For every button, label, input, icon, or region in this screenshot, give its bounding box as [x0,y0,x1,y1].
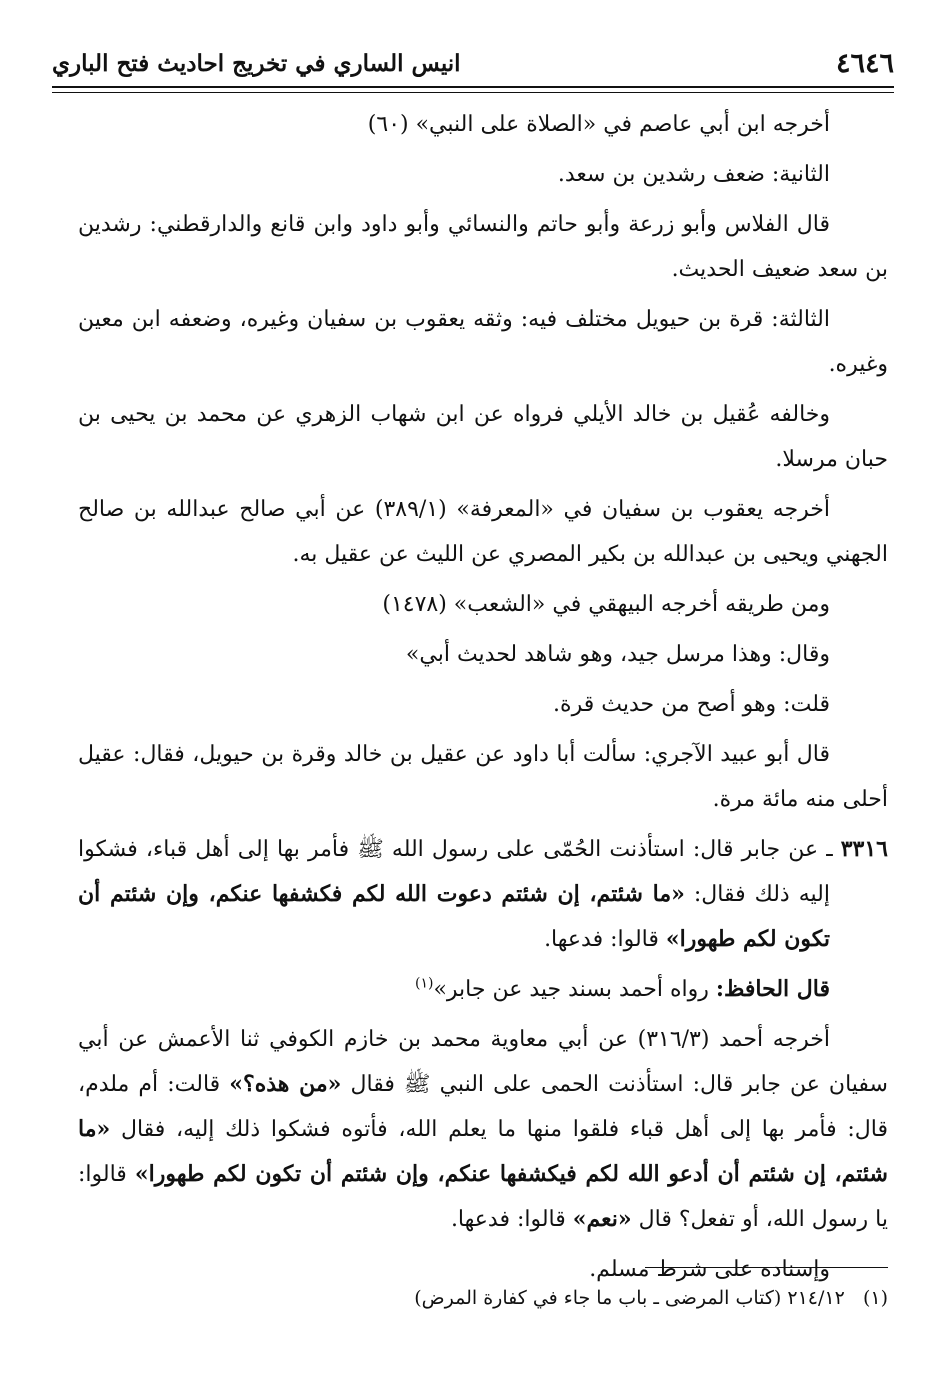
takhrij-quote-1: «من هذه؟» [229,1071,342,1097]
takhrij-text-2: قالت: أم ملدم، قال: فأمر بها إلى أهل قباء فلقوا منها ما يعلم الله، فأتوه فشكوا ذلك إليه، فقال [78,1072,888,1142]
footnote-divider [645,1267,888,1268]
paragraph-9: قلت: وهو أصح من حديث قرة. [553,692,830,717]
hadith-number: ٣٣١٦ [840,836,888,862]
takhrij-text-1: أخرجه أحمد (٣١٦/٣) عن أبي معاوية محمد بن خازم الكوفي ثنا الأعمش عن أبي سفيان عن جابر قال: استأذنت الحمى على النبي ﷺ فقال [78,1027,888,1097]
hafiz-text: رواه أحمد بسند جيد عن جابر» [433,977,716,1002]
header-rule-thick [52,86,894,88]
paragraph-5: وخالفه عُقيل بن خالد الأيلي فرواه عن ابن شهاب الزهري عن محمد بن يحيى بن حبان مرسلا. [78,402,888,472]
paragraph-6: أخرجه يعقوب بن سفيان في «المعرفة» (٣٨٩/١) عن أبي صالح عبدالله بن صالح الجهني ويحيى بن عبدالله بن بكير المصري عن الليث عن عقيل به. [78,497,888,567]
takhrij-text-3: قالوا: يا رسول الله، أو تفعل؟ قال [78,1162,888,1232]
footnote-reference[interactable]: (١) [414,975,434,992]
hadith-text-2: قالوا: فدعها. [544,927,666,952]
paragraph-1: أخرجه ابن أبي عاصم في «الصلاة على النبي» (٦٠) [367,112,830,137]
main-text [78,102,888,1297]
book-title: انيس الساري في تخريج احاديث فتح الباري [52,49,461,77]
footnote [78,1283,888,1313]
paragraph-3: قال الفلاس وأبو زرعة وأبو حاتم والنسائي وأبو داود وابن قانع والدارقطني: رشدين بن سعد ضعيف الحديث. [78,212,888,282]
paragraph-10: قال أبو عبيد الآجري: سألت أبا داود عن عقيل بن خالد وقرة بن حيويل، فقال: عقيل أحلى منه مائة مرة. [78,742,888,812]
closing-sentence: وإسناده على شرط مسلم. [589,1257,830,1282]
hafiz-statement [78,967,888,1012]
paragraph-2: الثانية: ضعف رشدين بن سعد. [557,162,830,187]
footnote-text: ٢١٤/١٢ (كتاب المرضى ـ باب ما جاء في كفارة المرض) [414,1287,845,1309]
takhrij-paragraph [78,1017,888,1242]
page-number: ٤٦٤٦ [835,47,894,79]
paragraph-7: ومن طريقه أخرجه البيهقي في «الشعب» (١٤٧٨) [382,592,830,617]
paragraph-8: وقال: وهذا مرسل جيد، وهو شاهد لحديث أبي» [405,642,830,667]
hadith-text-1: ـ عن جابر قال: استأذنت الحُمّى على رسول الله ﷺ فأمر بها إلى أهل قباء، فشكوا إليه ذلك فقال: [78,837,841,907]
header-rule-thin [52,92,894,93]
takhrij-text-4: قالوا: فدعها. [450,1207,573,1232]
paragraph-4: الثالثة: قرة بن حيويل مختلف فيه: وثقه يعقوب بن سفيان وغيره، وضعفه ابن معين وغيره. [78,307,888,377]
hadith-entry [78,827,888,962]
hafiz-label: قال الحافظ: [715,976,830,1002]
takhrij-quote-2: «ما شئتم، إن شئتم أن أدعو الله لكم فيكشفها عنكم، وإن شئتم أن تكون لكم طهورا» [78,1116,888,1187]
hadith-quote: «ما شئتم، إن شئتم دعوت الله لكم فكشفها عنكم، وإن شئتم أن تكون لكم طهورا» [78,881,830,952]
takhrij-quote-3: «نعم» [572,1206,632,1232]
footnote-mark: (١) [862,1287,888,1309]
page-header [52,44,894,82]
